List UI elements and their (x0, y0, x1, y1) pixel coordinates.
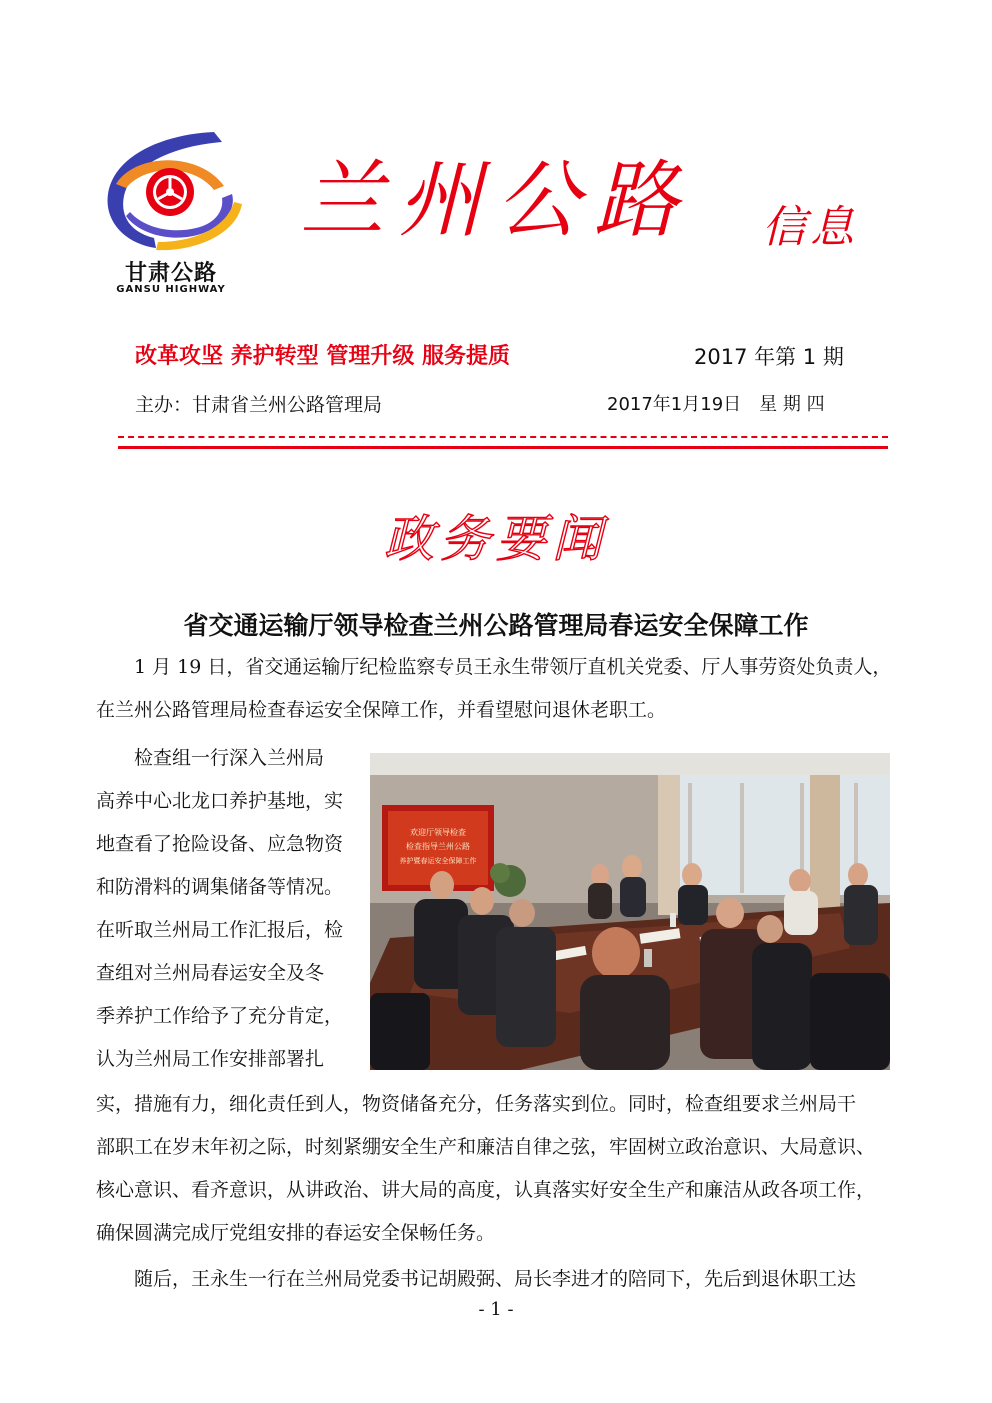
screen-line-1: 欢迎厅领导检查 (410, 828, 466, 837)
logo-text-en: GANSU HIGHWAY (116, 284, 226, 295)
text-line: 部职工在岁末年初之际，时刻紧绷安全生产和廉洁自律之弦，牢固树立政治意识、大局意识、 (96, 1136, 876, 1158)
text-line: 实，措施有力，细化责任到人，物资储备充分，任务落实到位。同时，检查组要求兰州局干 (96, 1093, 857, 1115)
sponsor: 主办：甘肃省兰州公路管理局 (135, 394, 383, 416)
text-line: 1 月 19 日，省交通运输厅纪检监察专员王永生带领厅直机关党委、厅人事劳资处负责人， (96, 656, 892, 678)
logo-emblem-icon (96, 124, 246, 254)
section-title: 政务要闻 (384, 510, 608, 568)
header-solid-rule (118, 446, 888, 449)
text-line: 在兰州公路管理局检查春运安全保障工作，并看望慰问退休老职工。 (96, 699, 667, 721)
screen-line-3: 养护暨春运安全保障工作 (399, 857, 477, 865)
article-paragraph-2-continued (96, 1083, 875, 1255)
meeting-photo (370, 753, 890, 1070)
masthead-title: 兰州公路 (300, 151, 693, 249)
text-line: 核心意识、看齐意识，从讲政治、讲大局的高度，认真落实好安全生产和廉洁从政各项工作， (96, 1179, 876, 1201)
article-headline: 省交通运输厅领导检查兰州公路管理局春运安全保障工作 (183, 611, 809, 640)
text-line: 在听取兰州局工作汇报后，检 (96, 919, 344, 941)
issue-number: 2017 年第 1 期 (694, 345, 844, 369)
text-line: 地查看了抢险设备、应急物资 (96, 833, 344, 855)
text-line: 随后，王永生一行在兰州局党委书记胡殿弼、局长李进才的陪同下，先后到退休职工达 (96, 1268, 857, 1290)
slogan: 改革攻坚 养护转型 管理升级 服务提质 (135, 343, 510, 369)
text-line: 季养护工作给予了充分肯定， (96, 1005, 344, 1027)
text-line: 检查组一行深入兰州局 (96, 747, 325, 769)
screen-line-2: 检查指导兰州公路 (406, 842, 470, 851)
article-paragraph-3 (96, 1258, 856, 1301)
text-line: 确保圆满完成厅党组安排的春运安全保畅任务。 (96, 1222, 496, 1244)
article-paragraph-1 (96, 646, 891, 732)
meeting-scene-image (370, 753, 890, 1070)
issue-date: 2017年1月19日 星 期 四 (607, 394, 825, 415)
gansu-highway-logo (96, 124, 246, 299)
text-line: 高养中心北龙口养护基地，实 (96, 790, 344, 812)
text-line: 认为兰州局工作安排部署扎 (96, 1048, 325, 1070)
masthead-subtitle: 信息 (762, 202, 858, 253)
page-number: - 1 - (478, 1299, 514, 1320)
text-line: 和防滑料的调集储备等情况。 (96, 876, 344, 898)
article-paragraph-2-wrapped (96, 737, 343, 1081)
text-line: 查组对兰州局春运安全及冬 (96, 962, 325, 984)
header-dashed-rule (118, 436, 888, 438)
logo-text-cn: 甘肃公路 (124, 261, 217, 286)
